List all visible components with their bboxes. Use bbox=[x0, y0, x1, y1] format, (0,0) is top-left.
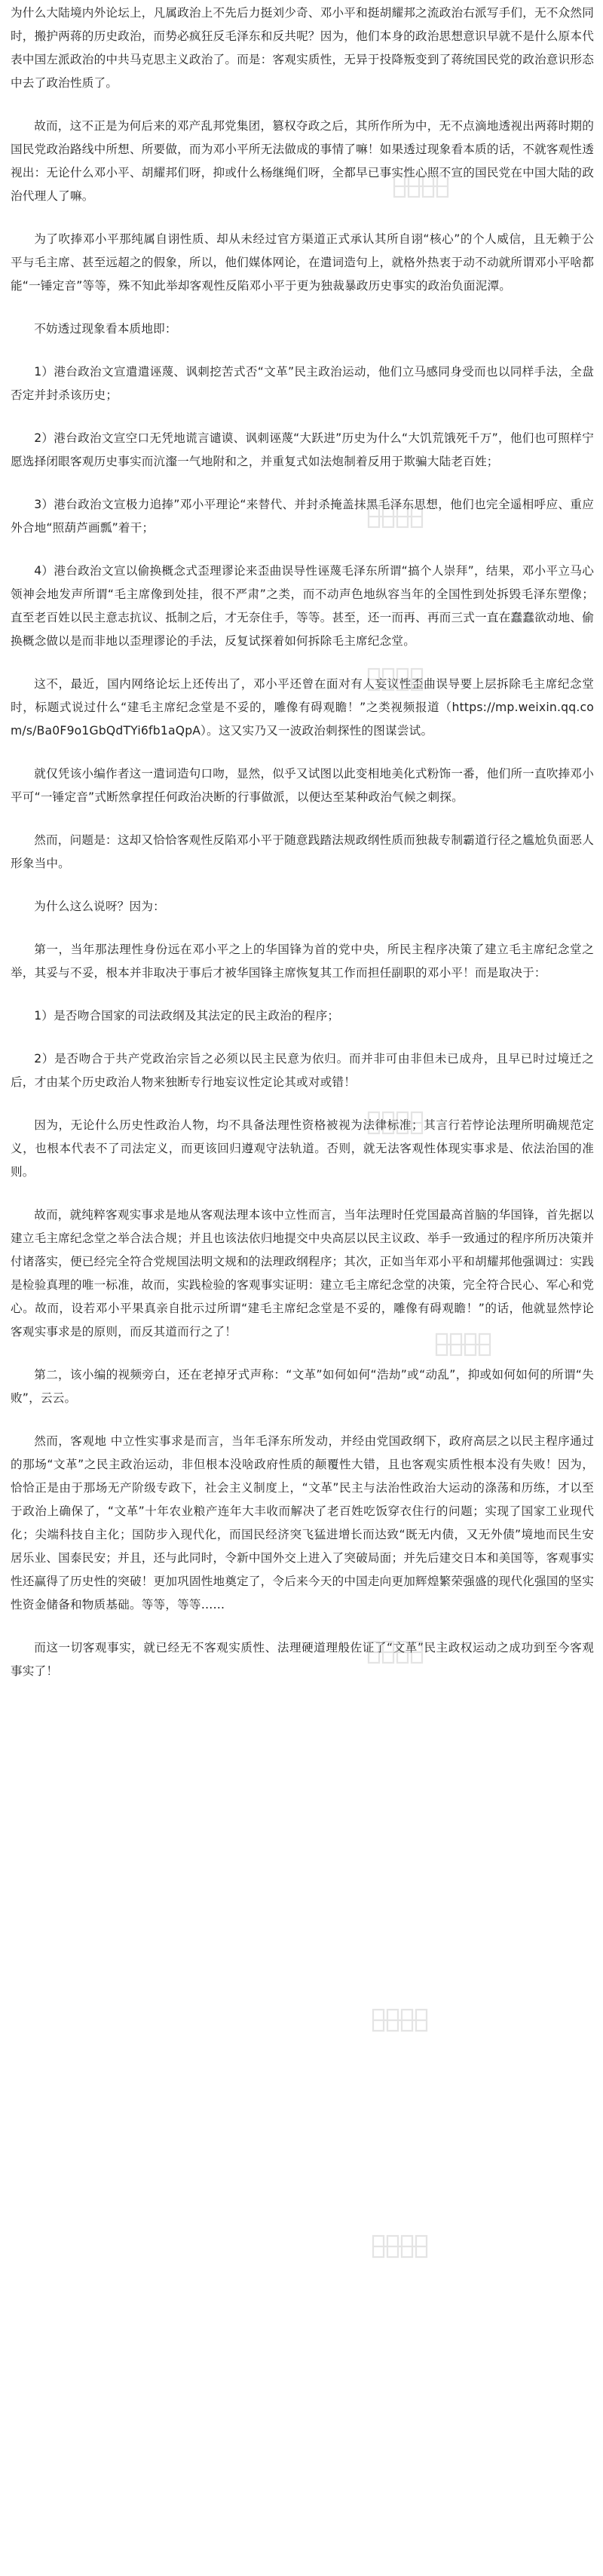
paragraph: 然而，问题是：这却又恰恰客观性反陷邓小平于随意践踏法规政纲性质而独裁专制霸道行径之尴尬负面恶人形象当中。 bbox=[11, 833, 594, 870]
paragraph: 因为，无论什么历史性政治人物，均不具备法理性资格被视为法律标准；其言行若悖论法理所明确规范定义，也根本代表不了司法定义，而更该回归遵观守法轨道。否则，就无法客观性体现实事求是、依法治国的准则。 bbox=[11, 1118, 594, 1179]
list-item: 2）是否吻合于共产党政治宗旨之必须以民主民意为依归。而并非可由非但未已成舟，且早已时过境迁之后，才由某个历史政治人物来独断专行地妄议性定论其或对或错！ bbox=[11, 1052, 594, 1089]
paragraph: 为什么大陆境内外论坛上，凡属政治上不先后力挺刘少奇、邓小平和挺胡耀邦之流政治右派写手们，无不众然同时，搬护两蒋的历史政治，而势必疯狂反毛泽东和反共呢？因为，他们本身的政治思想意识早就不是什么原本代表中国左派政治的中共马克思主义政治了。而是：客观实质性，无异于投降叛变到了蒋统国民党的政治意识形态中去了政治性质了。 bbox=[11, 6, 594, 90]
paragraph: 第二，该小编的视频旁白，还在老掉牙式声称：“文革”如何如何“浩劫”或“动乱”，抑或如何如何的所谓“失败”，云云。 bbox=[11, 1368, 594, 1405]
paragraph: 然而，客观地 中立性实事求是而言，当年毛泽东所发动，并经由党国政纲下，政府高层之以民主程序通过的那场“文革”之民主政治运动，非但根本没啥政府性质的颠覆性大错，且也客观实质性根本没有失败！因为，恰恰正是由于那场无产阶级专政下，社会主义制度上，“文革”民主与法治性政治大运动的涤荡和历练，才以至于政治上确保了，“文革”十年农业粮产连年大丰收而解决了老百姓吃饭穿衣住行的问题；实现了国家工业现代化；尖端科技自主化；国防步入现代化，而国民经济突飞猛进增长而达致“既无内债，又无外债”境地而民生安居乐业、国泰民安；并且，还与此同时，令新中国外交上进入了突破局面；并先后建交日本和美国等，客观事实性还赢得了历史性的突破！更加巩固性地奠定了，令后来今天的中国走向更加辉煌繁荣强盛的现代化强国的坚实性资金储备和物质基础。等等，等等…… bbox=[11, 1434, 594, 1612]
paragraph: 不妨透过现象看本质地即： bbox=[34, 322, 177, 336]
paragraph: 就仅凭该小编作者这一遣词造句口吻，显然，似乎又试图以此变相地美化式粉饰一番，他们所一直吹捧邓小平可“一锤定音”式断然拿捏任何政治决断的行事做派，以便达至某种政治气候之刺探。 bbox=[11, 767, 594, 804]
list-item: 3）港台政治文宣极力追捧”邓小平理论“来替代、并封杀掩盖抹黑毛泽东思想，他们也完全遥相呼应、重应外合地“照葫芦画瓢”着干； bbox=[11, 498, 594, 535]
list-item: 4）港台政治文宣以偷换概念式歪理谬论来歪曲误导性诬蔑毛泽东所谓“搞个人崇拜”，结果，邓小平立马心领神会地发声所谓“毛主席像到处挂，很不严肃”之类，而不动声色地纵容当年的全国性到处拆毁毛泽东塑像；直至老百姓以民主意志抗议、抵制之后，才无奈住手，等等。甚至，还一而再、再而三式一直在蠢蠢欲动地、偷换概念做以是而非地以歪理谬论的手法，反复试探着如何拆除毛主席纪念堂。 bbox=[11, 564, 594, 648]
list-item: 1）港台政治文宣遣遣诬蔑、讽刺挖苦式否“文革”民主政治运动，他们立马感同身受而也以同样手法，全盘否定并封杀该历史； bbox=[11, 365, 594, 402]
paragraph: 为了吹捧邓小平那纯属自诩性质、却从未经过官方渠道正式承认其所自诩“核心”的个人威信，且无赖于公平与毛主席、甚至远超之的假象，所以，他们媒体网论，在遣词造句上，就格外热衷于动不动就所谓邓小平啥都能“一锤定音”等等，殊不知此举却客观性反陷邓小平于更为独裁暴政历史事实的政治负面泥潭。 bbox=[11, 232, 594, 293]
paragraph: 第一，当年那法理性身份远在邓小平之上的华国锋为首的党中央，所民主程序决策了建立毛主席纪念堂之举，其妥与不妥，根本并非取决于事后才被华国锋主席恢复其工作而担任副职的邓小平！而是取决于： bbox=[11, 943, 594, 980]
paragraph: 故而，就纯粹客观实事求是地从客观法理本该中立性而言，当年法理时任党国最高首脑的华国锋，首先据以建立毛主席纪念堂之举合法合规；并且也该法依归地提交中央高层以民主议政、举手一致通过的程序所历决策并付诸落实，便已经完全符合党规国法明文规和的法理政纲程序；其次，正如当年邓小平和胡耀邦他强调过：实践是检验真理的唯一标准，故而，实践检验的客观事实证明：建立毛主席纪念堂的决策，完全符合民心、军心和党心。故而，设若邓小平果真亲自批示过所谓“建毛主席纪念堂是不妥的，雕像有碍观瞻！”的话，他就显然悖论客观实事求是的原则，而反其道而行之了！ bbox=[11, 1208, 594, 1339]
list-item: 2）港台政治文宣空口无凭地谎言谴谟、讽刺诬蔑“大跃进”历史为什么“大饥荒饿死千万”，他们也可照样宁愿选择闭眼客观历史事实而沆瀣一气地附和之，并重复式如法炮制着反用于欺骗大陆老百姓； bbox=[11, 431, 594, 468]
paragraph: 故而，这不正是为何后来的邓产乱邦党集团，篡权夺政之后，其所作所为中，无不点滴地透视出两蒋时期的国民党政治路线中所想、所要做，而为邓小平所无法做成的事情了嘛！如果透过现象看本质的话，不就客观性透视出：无论什么邓小平、胡耀邦们呀，抑或什么杨继绳们呀，全都早已事实性心照不宣的国民党在中国大陆的政治代理人了嘛。 bbox=[11, 119, 594, 203]
paragraph: 这不，最近，国内网络论坛上还传出了，邓小平还曾在面对有人妄议性歪曲误导要上层拆除毛主席纪念堂时，标题式说过什么“建毛主席纪念堂是不妥的，雕像有碍观瞻！”之类视频报道（https://mp.weixin.qq.com/s/Ba0F9o1GbQdTYi6fb1aQpA）。这又实乃又一波政治刺探性的图谋尝试。 bbox=[11, 677, 594, 738]
list-item: 1）是否吻合国家的司法政纲及其法定的民主政治的程序； bbox=[34, 1009, 340, 1023]
paragraph: 为什么这么说呀？因为： bbox=[34, 900, 165, 913]
paragraph: 而这一切客观事实，就已经无不客观实质性、法理硬道理般佐证了“文革”民主政权运动之成功到至今客观事实了！ bbox=[11, 1641, 594, 1678]
